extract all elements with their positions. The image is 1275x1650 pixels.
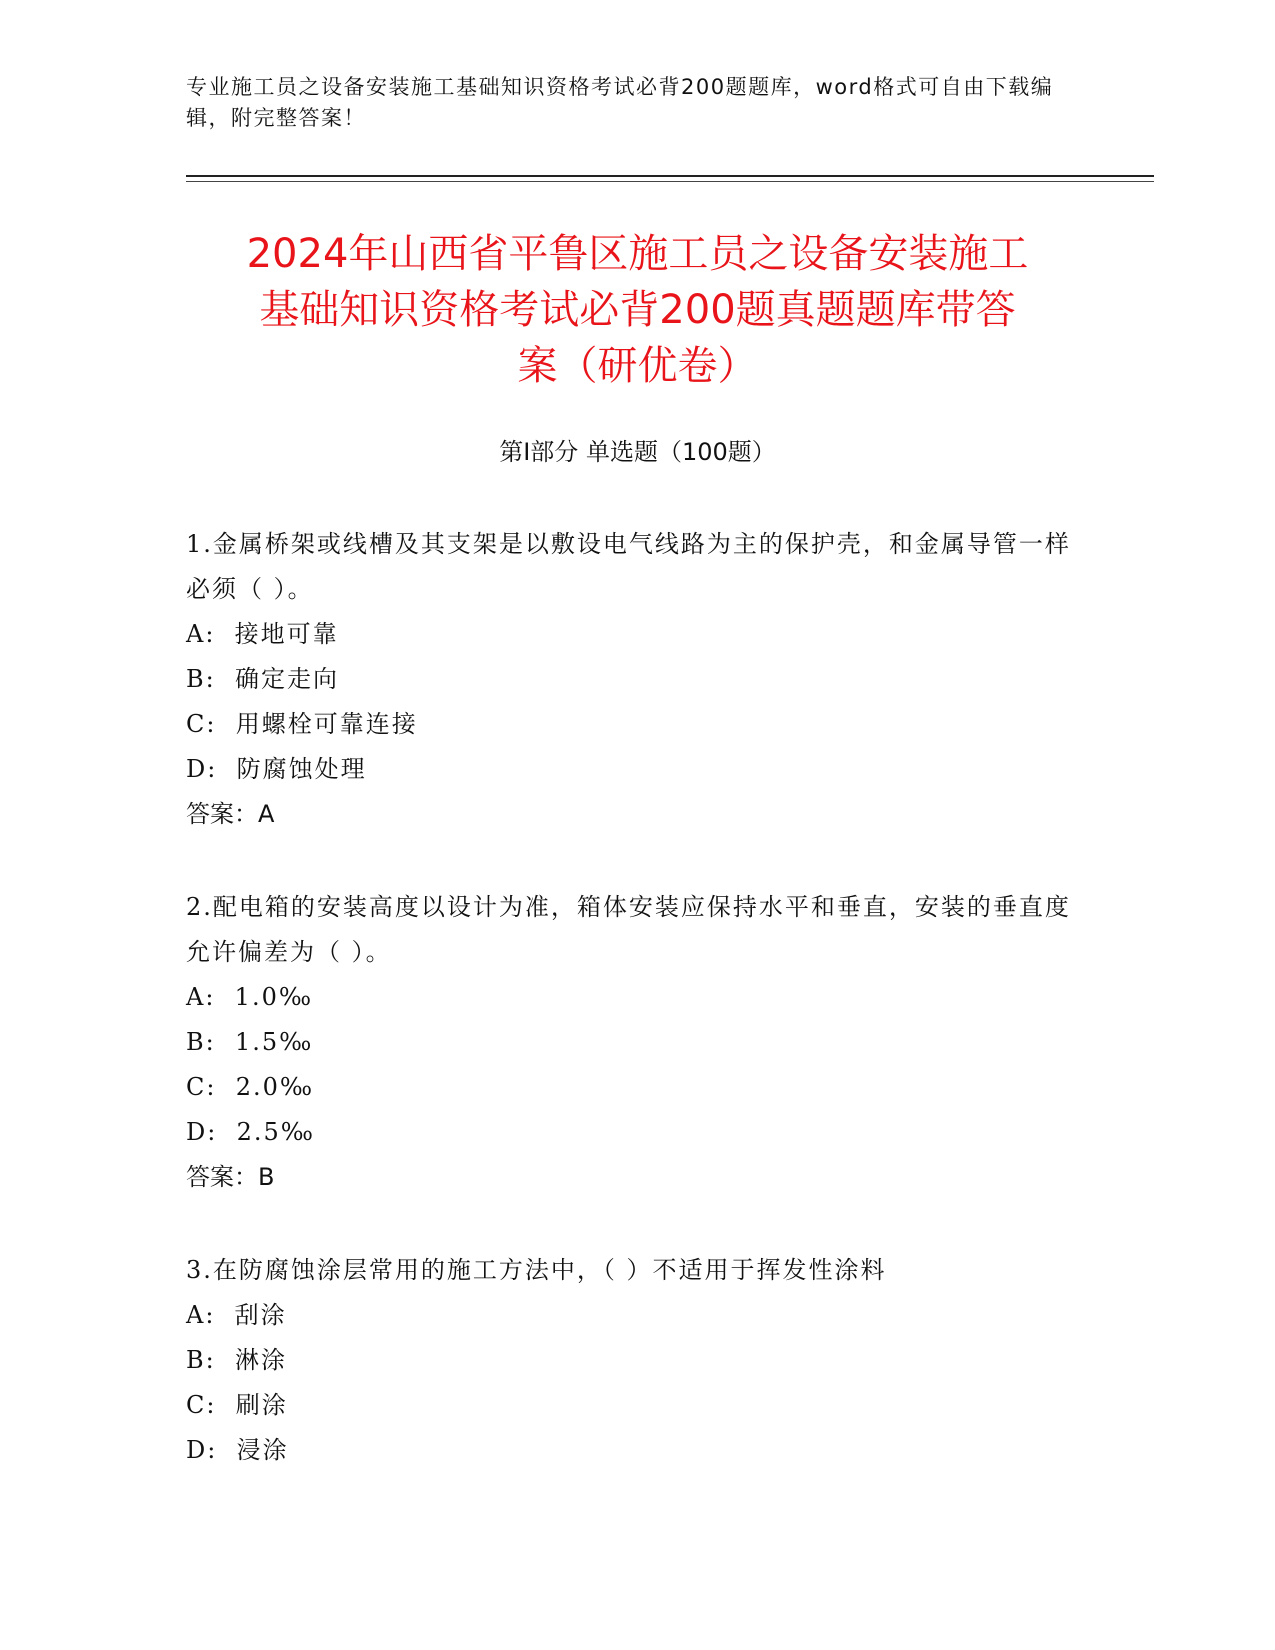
answer-label: 答案： [186, 800, 258, 828]
option-d: D: 浸涂 [186, 1436, 289, 1464]
option-c: C: 2.0‰ [186, 1073, 315, 1101]
option-a: A: 1.0‰ [186, 983, 314, 1011]
option-a: A: 刮涂 [186, 1301, 287, 1329]
option-c: C: 用螺栓可靠连接 [186, 710, 418, 738]
document-title [150, 226, 1125, 394]
header-note: 专业施工员之设备安装施工基础知识资格考试必背200题题库，word格式可自由下载编辑，附完整答案！ [186, 75, 1054, 130]
section-title: 第Ⅰ部分 单选题（100题） [499, 438, 776, 466]
question-3 [186, 1248, 1086, 1473]
question-1 [186, 522, 1086, 837]
option-c: C: 刷涂 [186, 1391, 288, 1419]
option-a: A: 接地可靠 [186, 620, 339, 648]
option-b: B: 淋涂 [186, 1346, 287, 1374]
answer-value: B [258, 1163, 275, 1191]
question-stem: 3.在防腐蚀涂层常用的施工方法中，（ ）不适用于挥发性涂料 [186, 1256, 887, 1284]
title-line-3: 案（研优卷） [517, 343, 758, 389]
option-b: B: 1.5‰ [186, 1028, 314, 1056]
answer-line [186, 1155, 1086, 1200]
answer-label: 答案： [186, 1163, 258, 1191]
option-b: B: 确定走向 [186, 665, 339, 693]
answer-line [186, 792, 1086, 837]
header-divider-thin [186, 181, 1154, 182]
title-line-1: 2024年山西省平鲁区施工员之设备安装施工 [246, 231, 1029, 277]
option-d: D: 2.5‰ [186, 1118, 315, 1146]
question-stem: 2.配电箱的安装高度以设计为准，箱体安装应保持水平和垂直，安装的垂直度允许偏差为（ ）。 [186, 893, 1071, 966]
option-d: D: 防腐蚀处理 [186, 755, 367, 783]
header-divider-thick [186, 175, 1154, 177]
title-line-2: 基础知识资格考试必背200题真题题库带答 [259, 287, 1016, 333]
answer-value: A [258, 800, 275, 828]
question-2 [186, 885, 1086, 1200]
question-stem: 1.金属桥架或线槽及其支架是以敷设电气线路为主的保护壳，和金属导管一样必须（ ）。 [186, 530, 1071, 603]
